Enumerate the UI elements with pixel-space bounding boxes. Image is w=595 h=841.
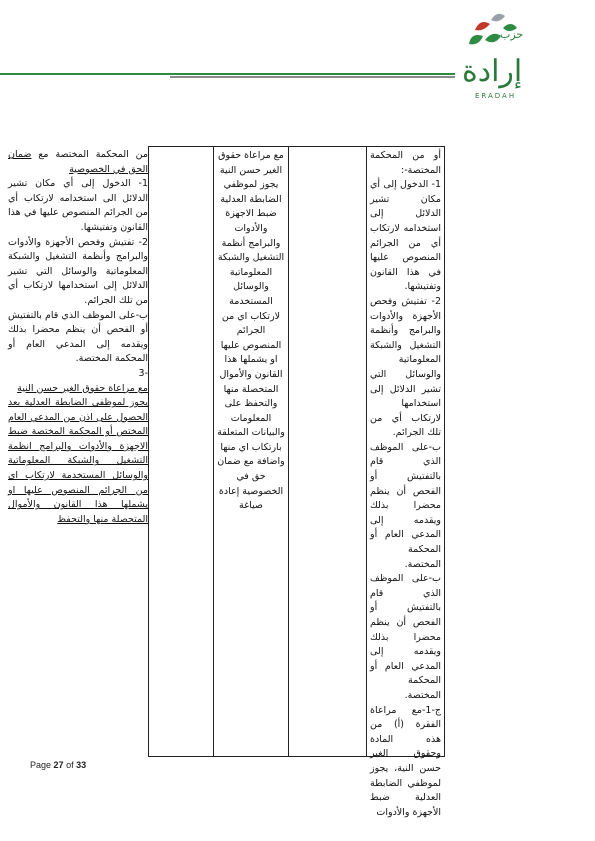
left-column — [8, 148, 148, 527]
right-column — [366, 147, 444, 818]
empty-column-left — [147, 147, 213, 756]
logo-latin-text: ERADAH — [475, 92, 517, 100]
page-footer — [30, 760, 86, 770]
right-para-0: أو من المحكمة المختصة-: — [370, 150, 441, 176]
footer-of-label: of — [66, 760, 74, 770]
left-para-4: ب-على الموظف الذي قام بالتفتيش أو الفحص أن ينظم محضرا بذلك ويقدمه إلى المدعي العام أو المحكمة المختصة. — [8, 309, 148, 365]
logo-wordmark: إرادة — [462, 54, 523, 89]
right-para-3: ب-على الموظف الذي قام بالتفتيش أو الفحص أن ينظم محضرا بذلك ويقدمه إلى المدعي العام أو المحكمة المختصة. — [370, 441, 441, 570]
right-para-2: 2- تفتيش وفحص الأجهزة والأدوات والبرامج وأنظمة التشغيل والشبكة المعلوماتية والوسائل التي تشير الدلائل إلى استخدامها لارتكاب أي من تلك الجرائم. — [370, 295, 441, 439]
right-para-5: ج-1-مع مراعاة الفقرة (أ) من هذه المادة وحقوق الغير حسن النية، يجوز لموظفي الضابطة العدلية ضبط الأجهزة والأدوات — [370, 704, 441, 818]
comparison-table — [148, 146, 445, 818]
header-grey-rule — [170, 76, 455, 78]
left-para-1-text: ضمان الحق في الخصوصية — [8, 149, 148, 175]
left-para-0-text: من المحكمة المختصة مع — [31, 149, 148, 160]
footer-page-number: 27 — [53, 760, 64, 770]
left-para-7: يجوز لموظفي الضابطة العدلية بعد الحصول على اذن من المدعي العام المختص أو المحكمة المختصة ضبط الاجهزة والأدوات والبرامج انظمة التشغيل والشبكة المعلوماتية والوسائل المستخدمة لارتكاب اي من الجرائم المنصوص عليها او يشملها هذا القانون والأموال المتحصلة منها والتحفظ — [8, 397, 148, 525]
empty-column — [288, 147, 366, 756]
right-para-1: 1- الدخول إلى أي مكان تشير الدلائل إلى استخدامه لارتكاب أي من الجرائم المنصوص عليها في هذا القانون وتفتيشها. — [370, 179, 441, 293]
footer-page-label: Page — [30, 760, 52, 770]
left-para-2: 1- الدخول إلى أي مكان تشير الدلائل الى استخدامه لارتكاب أي من الجرائم المنصوص عليها في هذا القانون وتفتيشها. — [8, 178, 148, 233]
left-para-6: مع مراعاة حقوق الغير حسن النية — [17, 382, 148, 394]
left-para-0 — [8, 148, 148, 177]
left-para-5: -3 — [138, 367, 148, 379]
logo-hizb-text: حزب — [500, 28, 524, 41]
left-para-3: 2- تفتيش وفحص الأجهزة والأدوات والبرامج وأنظمة التشغيل والشبكة المعلوماتية والوسائل التي تشير الدلائل إلى استخدامها لارتكاب أي من تلك الجرائم. — [8, 236, 148, 306]
footer-total-pages: 33 — [76, 760, 87, 770]
middle-column — [213, 147, 288, 756]
right-para-4: ب-على الموظف الذي قام بالتفتيش أو الفحص أن ينظم محضرا بذلك ويقدمه إلى المدعي العام أو المحكمة المختصة. — [370, 573, 441, 701]
header-green-rule — [0, 73, 455, 75]
middle-para-0: مع مراعاة حقوق الغير حسن النية يجوز لموظفي الضابطة العدلية ضبط الاجهزة والأدوات والبرامج أنظمة التشغيل والشبكة المعلوماتية والوسائل المستخدمة لارتكاب اي من الجرائم المنصوص عليها او يشملها هذا القانون والأموال المتحصلة منها والتحفظ على المعلومات والبيانات المتعلقة بارتكاب اي منها واضافة مع ضمان حق في الخصوصية إعادة صياغة — [217, 150, 285, 512]
